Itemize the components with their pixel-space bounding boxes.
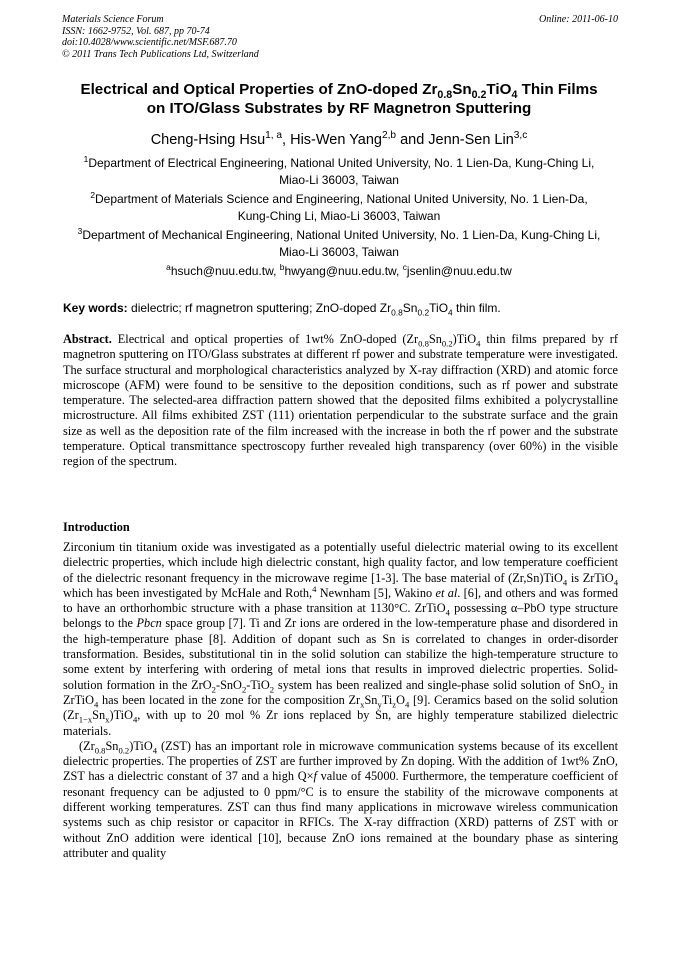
email-link-b[interactable]: hwyang@nuu.edu.tw [284,264,397,278]
author-emails: $^a$hsuch@nuu.edu.tw, $^b$hwyang@nuu.edu.tw, $^c$jsenlin@nuu.edu.tw [166,262,512,278]
affiliation-2: $^2$Department of Materials Science and Engineering, National United University, No. 1 Lien-Da, Kung-Ching Li, Miao-Li 36003, Taiwan [90,190,588,223]
email-link-a[interactable]: hsuch@nuu.edu.tw [170,264,274,278]
journal-name: Materials Science Forum [62,14,164,25]
intro-paragraph-2: $(Zr_{0.8}Sn_{0.2})TiO_4$ (ZST) has an important role in microwave communication systems because of its excellent dielectric properties. The properties of ZST are further improved by Zn doping. With the addition of 1wt% ZnO, ZST has a dielectric constant of 37 and a high Q×f value of 45000. Furthermore, the temperature coefficient of resonant frequency can be adjusted to 0 ppm/°C is to ensure the stability of the microwave components at different working temperatures. ZST can thus find many applications in microwave wireless communication systems such as chip resistor or capacitor in RFICs. The X-ray diffraction (XRD) patterns of ZST with or without ZnO addition were identical [10], because ZnO ions remained at the boundary phase as sintering attributer and quality [63,738,618,860]
online-date: Online: 2011-06-10 [539,14,618,25]
author-list: Cheng-Hsing Hsu$^{1, a}$, His-Wen Yang$^{2,b}$ and Jenn-Sen Lin$^{3,c}$ [150,130,528,148]
section-heading-introduction: Introduction [63,520,130,534]
paper-title-line-2: on ITO/Glass Substrates by RF Magnetron Sputtering [146,100,532,117]
keywords-label: Key words: [63,301,128,315]
affiliation-3: $^3$Department of Mechanical Engineering, National United University, No. 1 Lien-Da, Kung-Ching Li, Miao-Li 36003, Taiwan [77,226,601,259]
intro-paragraph-1: Zirconium tin titanium oxide was investigated as a potentially useful dielectric material owing to its excellent dielectric properties, which include high dielectric constant, high quality factor, and low temperature coefficient of the dielectric resonant frequency in the microwave regime [1-3]. The base material of (Zr,Sn)TiO$_4$ is ZrTiO$_4$ which has been investigated by McHale and Roth,$^4$ Newnham [5], Wakino et al. [6], and others and was formed to have an orthorhombic structure with a phase transition at 1130°C. ZrTiO$_4$ possessing α–PbO type structure belongs to the Pbcn space group [7]. Ti and Zr ions are ordered in the low-temperature phase and disordered in the high-temperature phase [8]. Addition of dopant such as Sn is correlated to changes in order-disorder transformation. Besides, substitutional tin in the solid solution can stabilize the high-temperature structure to some extent by interfering with ordering of metal ions that results in improved dielectric properties. Solid-solution formation in the ZrO$_2$-SnO$_2$-TiO$_2$ system has been realized and single-phase solid solution of SnO$_2$ in ZrTiO$_4$ has been located in the zone for the composition $Zr_xSn_yTi_zO_4$ [9]. Ceramics based on the solid solution $(Zr_{1-x}Sn_x)TiO_4$, with up to 20 mol % Zr ions replaced by Sn, are highly temperature stabilized dielectric materials. [63,540,618,738]
paper-title [50,80,628,118]
journal-header [62,14,618,60]
paper-title-line-1: Electrical and Optical Properties of ZnO-doped $Zr_{0.8}Sn_{0.2}TiO_4$ Thin Films [80,81,598,102]
keywords: Key words: dielectric; rf magnetron sputtering; ZnO-doped $Zr_{0.8}Sn_{0.2}TiO_4$ thin film. [63,301,501,318]
journal-issn: ISSN: 1662-9752, Vol. 687, pp 70-74 [62,25,210,37]
introduction-body [63,540,618,861]
abstract-label: Abstract. [63,332,112,346]
affiliation-1: $^1$Department of Electrical Engineering, National United University, No. 1 Lien-Da, Kung-Ching Li, Miao-Li 36003, Taiwan [83,154,595,187]
abstract: Abstract. Electrical and optical properties of 1wt% ZnO-doped $(Zr_{0.8}Sn_{0.2})TiO_4$ thin films prepared by rf magnetron sputtering on ITO/Glass substrates at different rf power and substrate temperature were investigated. The surface structural and morphological characteristics analyzed by X-ray diffraction (XRD) and atomic force microscope (AFM) were found to be sensitive to the deposition conditions, such as rf power and substrate temperature. The selected-area diffraction pattern showed that the deposited films exhibited a polycrystalline microstructure. All films exhibited ZST (111) orientation perpendicular to the substrate surface and the grain size as well as the deposition rate of the film increased with the increase in both the rf power and the substrate temperature. Optical transmittance spectroscopy further revealed high transparency (over 60%) in the visible region of the spectrum. [63,332,618,469]
email-link-c[interactable]: jsenlin@nuu.edu.tw [406,264,512,278]
journal-copyright: © 2011 Trans Tech Publications Ltd, Switzerland [62,48,259,60]
journal-doi: doi:10.4028/www.scientific.net/MSF.687.70 [62,37,237,48]
